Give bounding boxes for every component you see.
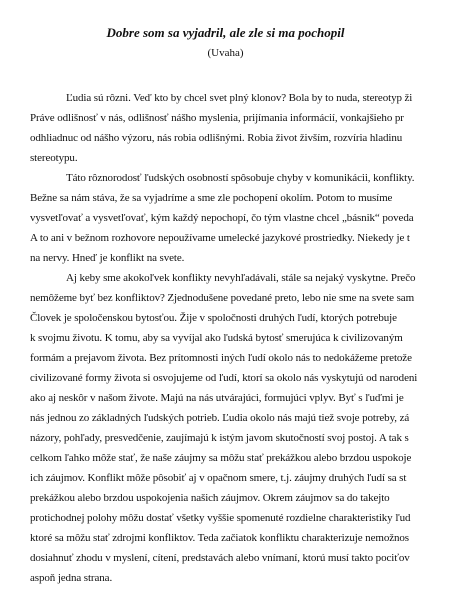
document-body xyxy=(0,88,451,588)
text-line: Človek je spoločenskou bytosťou. Žije v spoločnosti druhých ľudí, ktorých potrebuje xyxy=(30,312,397,324)
text-line: Aj keby sme akokoľvek konflikty nevyhľadávali, stále sa nejaký vyskytne. Prečo xyxy=(66,272,416,284)
text-line: civilizované formy života si osvojujeme od ľudí, ktorí sa okolo nás vyskytujú od narodeni xyxy=(30,372,418,384)
document-subtitle: (Uvaha) xyxy=(207,47,244,59)
text-line: ich záujmov. Konflikt môže pôsobiť aj v opačnom smere, t.j. záujmy druhých ľudí sa st xyxy=(30,472,407,484)
text-line: názory, pohľady, presvedčenie, zaujímajú k istým javom skutočností svoj postoj. A tak s xyxy=(30,432,409,444)
text-line: celkom ľahko môže stať, že naše záujmy sa môžu stať prekážkou alebo brzdou uspokoje xyxy=(30,452,412,464)
text-line: nás jednou zo základných ľudských potrieb. Ľudia okolo nás majú tiež svoje potreby, zá xyxy=(30,412,410,424)
text-line: stereotypu. xyxy=(30,152,78,164)
text-line: k svojmu životu. K tomu, aby sa vyvíjal ako ľudská bytosť smerujúca k civilizovaným xyxy=(30,332,403,344)
text-line: aspoň jedna strana. xyxy=(30,572,113,584)
text-line: nemôžeme byť bez konfliktov? Zjednodušene povedané preto, lebo nie sme na svete sam xyxy=(30,292,415,304)
text-line: A to ani v bežnom rozhovore nepoužívame umelecké jazykové prostriedky. Niekedy je t xyxy=(30,232,410,244)
document-title: Dobre som sa vyjadril, ale zle si ma pochopil xyxy=(106,25,345,40)
text-line: Práve odlišnosť v nás, odlišnosť nášho myslenia, prijímania informácií, vonkajšieho pr xyxy=(30,112,404,124)
text-line: dosiahnuť zhodu v myslení, cítení, predstavách alebo vnímaní, ktorú musí takto pociťov xyxy=(30,552,410,564)
text-line: Bežne sa nám stáva, že sa vyjadríme a sme zle pochopení okolím. Potom to musíme xyxy=(30,192,393,204)
text-line: formám a prejavom života. Bez prítomnosti iných ľudí okolo nás to nedokážeme pretože xyxy=(30,352,412,364)
text-line: protichodnej polohy môžu dostať všetky vyššie spomenuté rozdielne charakteristiky ľud xyxy=(30,512,411,524)
text-line: ktoré sa môžu stať zdrojmi konfliktov. Teda začiatok konfliktu charakterizuje nemožnos xyxy=(30,532,409,544)
text-line: vysvetľovať a vysvetľovať, kým každý nepochopí, čo tým vlastne chcel „básnik“ poveda xyxy=(30,212,414,224)
text-line: prekážkou alebo brzdou uspokojenia našich záujmov. Okrem záujmov sa do takejto xyxy=(30,492,390,504)
text-line: Ľudia sú rôzni. Veď kto by chcel svet plný klonov? Bola by to nuda, stereotyp ži xyxy=(66,92,413,104)
text-line: na nervy. Hneď je konflikt na svete. xyxy=(30,252,185,264)
text-line: odhliadnuc od nášho výzoru, nás robia odlišnými. Robia život živším, rozvíria hladinu xyxy=(30,132,403,144)
text-line: Táto rôznorodosť ľudských osobností spôsobuje chyby v komunikácii, konflikty. xyxy=(66,172,415,184)
text-line: ako aj neskôr v našom živote. Majú na nás utvárajúci, formujúci vplyv. Byť s ľuďmi je xyxy=(30,392,404,404)
